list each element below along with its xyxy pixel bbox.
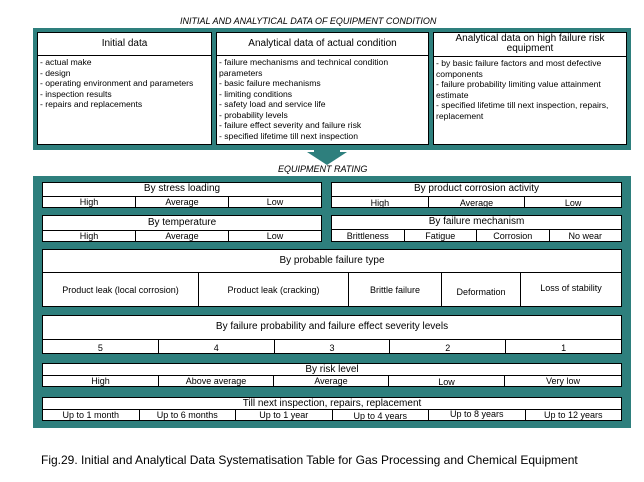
table-cell: Up to 12 years [525, 410, 622, 421]
table-cell: 1 [505, 340, 621, 354]
high-risk-title: Analytical data on high failure risk equipment [434, 33, 626, 57]
failure-type-table [42, 249, 622, 307]
rating-title: EQUIPMENT RATING [278, 164, 368, 174]
list-item: - repairs and replacements [40, 99, 209, 110]
table-cell: Up to 1 month [62, 410, 120, 420]
analytical-data-title: Analytical data of actual condition [217, 33, 428, 56]
failure-mechanism-title: By failure mechanism [332, 216, 621, 230]
list-item: - failure probability limiting value attainment estimate [436, 79, 624, 100]
table-cell: Up to 6 months [139, 410, 236, 421]
table-cell: Average [428, 197, 525, 208]
temperature-title: By temperature [43, 216, 321, 231]
list-item: - operating environment and parameters [40, 78, 209, 89]
table-cell: Very low [504, 376, 621, 387]
risk-level-table [42, 363, 622, 387]
table-cell: Up to 4 years [332, 410, 429, 421]
table-cell: 3 [274, 340, 390, 354]
table-cell: Average [135, 197, 228, 208]
list-item: - failure effect severity and failure risk [219, 120, 426, 131]
list-item: - actual make [40, 57, 209, 68]
list-item: - basic failure mechanisms [219, 78, 426, 89]
risk-level-title: By risk level [43, 364, 621, 376]
inspection-title: Till next inspection, repairs, replacement [43, 398, 621, 410]
table-cell: Brittle failure [348, 273, 441, 307]
initial-data-panel [37, 32, 212, 145]
temperature-table [42, 215, 322, 242]
table-cell: High [79, 231, 99, 241]
table-cell: Low [388, 376, 504, 387]
probability-levels-title: By failure probability and failure effect severity levels [43, 316, 621, 340]
list-item: - specified lifetime till next inspection, repairs, replacement [436, 100, 624, 121]
high-risk-list [434, 57, 626, 122]
table-cell: Average [273, 376, 388, 387]
list-item: - inspection results [40, 89, 209, 100]
probability-levels-table [42, 315, 622, 354]
initial-data-list [38, 56, 211, 111]
top-title: INITIAL AND ANALYTICAL DATA OF EQUIPMENT CONDITION [180, 16, 437, 26]
list-item: - failure mechanisms and technical condition parameters [219, 57, 426, 78]
list-item: - by basic failure factors and most defective components [436, 58, 624, 79]
table-cell: 4 [158, 340, 274, 354]
analytical-data-list [217, 56, 428, 142]
analytical-data-panel [216, 32, 429, 145]
initial-data-title: Initial data [38, 33, 211, 56]
down-arrow-icon [306, 146, 348, 166]
table-cell: Low [228, 197, 321, 208]
table-cell: 2 [389, 340, 505, 354]
table-cell: Up to 8 years [428, 410, 525, 421]
table-cell: Above average [158, 376, 273, 387]
high-risk-panel [433, 32, 627, 145]
table-cell: Low [524, 197, 621, 208]
list-item: - probability levels [219, 110, 426, 121]
table-cell: Fatigue [404, 230, 477, 242]
table-cell: No wear [549, 230, 622, 242]
table-cell: Corrosion [476, 230, 549, 242]
table-cell: High [79, 197, 99, 207]
table-cell: High [370, 198, 390, 208]
table-cell: Product leak (local corrosion) [62, 285, 179, 295]
list-item: - safety load and service life [219, 99, 426, 110]
failure-mechanism-table [331, 215, 622, 242]
table-cell: Brittleness [346, 231, 389, 241]
table-cell: Low [228, 231, 321, 242]
corrosion-activity-title: By product corrosion activity [332, 183, 621, 197]
table-cell: Product leak (cracking) [198, 273, 348, 307]
table-cell: Deformation [441, 273, 520, 307]
table-cell: Up to 1 year [235, 410, 332, 421]
table-cell: 5 [97, 343, 103, 353]
list-item: - specified lifetime till next inspection [219, 131, 426, 142]
list-item: - limiting conditions [219, 89, 426, 100]
corrosion-activity-table [331, 182, 622, 208]
figure-caption: Fig.29. Initial and Analytical Data Systematisation Table for Gas Processing and Chemical Equipment [41, 453, 578, 467]
inspection-table [42, 397, 622, 421]
list-item: - design [40, 68, 209, 79]
table-cell: High [91, 376, 110, 386]
stress-loading-title: By stress loading [43, 183, 321, 197]
table-cell: Average [135, 231, 228, 242]
stress-loading-table [42, 182, 322, 208]
failure-type-title: By probable failure type [43, 250, 621, 273]
table-cell: Loss of stability [520, 273, 621, 307]
